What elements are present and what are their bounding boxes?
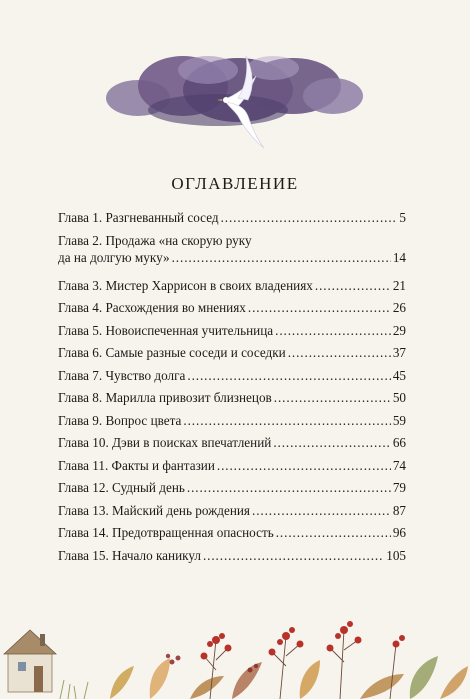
toc-entry-page: 66 — [392, 435, 406, 450]
toc-entry — [58, 368, 406, 391]
leader-dots — [273, 435, 390, 451]
cloud-shape — [106, 56, 363, 126]
toc-entry-page: 14 — [392, 249, 406, 265]
toc-entry — [58, 435, 406, 458]
cloud-bird-illustration — [98, 28, 368, 158]
toc-entry-title-line2: да на долгую муку» — [58, 249, 170, 265]
leader-dots — [276, 525, 391, 541]
toc-entry — [58, 390, 406, 413]
leader-dots — [217, 458, 391, 474]
leader-dots — [172, 250, 391, 266]
toc-entry-title: Глава 14. Предотвращенная опасность — [58, 525, 274, 540]
toc-entry-title: Глава 7. Чувство долга — [58, 367, 186, 383]
toc-entry — [58, 548, 406, 571]
leader-dots — [252, 503, 391, 519]
toc-entry-title: Глава 5. Новоиспеченная учительница — [58, 322, 274, 338]
toc-entry-page: 87 — [392, 502, 406, 518]
leader-dots — [248, 300, 391, 316]
cottage-icon — [4, 630, 56, 692]
toc-entry-title: Глава 12. Судный день — [58, 480, 185, 495]
toc-entry-page: 59 — [392, 412, 406, 428]
toc-entry-page: 50 — [392, 390, 406, 405]
toc-entry-title: Глава 3. Мистер Харрисон в своих владениях — [58, 277, 313, 293]
toc-entry — [58, 480, 406, 503]
toc-entry-page: 45 — [392, 367, 406, 383]
small-berries — [166, 654, 258, 673]
table-of-contents — [58, 210, 406, 570]
toc-entry — [58, 525, 406, 548]
toc-entry-page: 21 — [392, 277, 406, 293]
leader-dots — [183, 413, 390, 429]
berries — [201, 621, 406, 660]
toc-entry — [58, 345, 406, 368]
leader-dots — [203, 548, 384, 564]
toc-entry-page: 79 — [392, 480, 406, 495]
toc-entry-page: 96 — [392, 525, 406, 540]
toc-entry-page: 74 — [392, 457, 406, 473]
toc-entry-title: Глава 4. Расхождения во мнениях — [58, 300, 246, 315]
toc-entry-title: Глава 13. Майский день рождения — [58, 502, 251, 518]
toc-entry-title-line1: Глава 2. Продажа «на скорую руку — [58, 232, 252, 248]
toc-entry-page: 29 — [392, 322, 406, 338]
toc-entry — [58, 413, 406, 436]
toc-entry-title: Глава 6. Самые разные соседи и соседки — [58, 345, 286, 360]
grass — [60, 680, 88, 699]
toc-entry-page: 26 — [392, 300, 406, 315]
toc-entry-page: 5 — [399, 210, 406, 225]
leader-dots — [187, 368, 390, 384]
stems — [204, 630, 396, 699]
toc-entry — [58, 503, 406, 526]
leader-dots — [275, 323, 391, 339]
toc-entry — [58, 323, 406, 346]
toc-entry-title: Глава 1. Разгневанный сосед — [58, 210, 219, 225]
leader-dots — [288, 345, 391, 361]
toc-entry — [58, 458, 406, 481]
leaves — [110, 656, 468, 699]
toc-entry-title: Глава 11. Факты и фантазии — [58, 457, 215, 473]
toc-heading: ОГЛАВЛЕНИЕ — [171, 174, 299, 193]
leader-dots — [274, 390, 391, 406]
autumn-foliage-illustration — [0, 600, 470, 699]
toc-entry-page: 105 — [386, 547, 406, 563]
toc-entry — [58, 300, 406, 323]
toc-entry-title: Глава 8. Марилла привозит близнецов — [58, 390, 272, 405]
toc-entry-title: Глава 10. Дэви в поисках впечатлений — [58, 435, 272, 450]
toc-entry — [58, 210, 406, 233]
toc-entry — [58, 278, 406, 301]
toc-entry — [58, 233, 406, 270]
toc-entry-page: 37 — [392, 345, 406, 360]
leader-dots — [221, 210, 398, 226]
leader-dots — [315, 278, 391, 294]
leader-dots — [187, 480, 391, 496]
toc-entry-title: Глава 15. Начало каникул — [58, 547, 201, 563]
toc-entry-title: Глава 9. Вопрос цвета — [58, 412, 182, 428]
